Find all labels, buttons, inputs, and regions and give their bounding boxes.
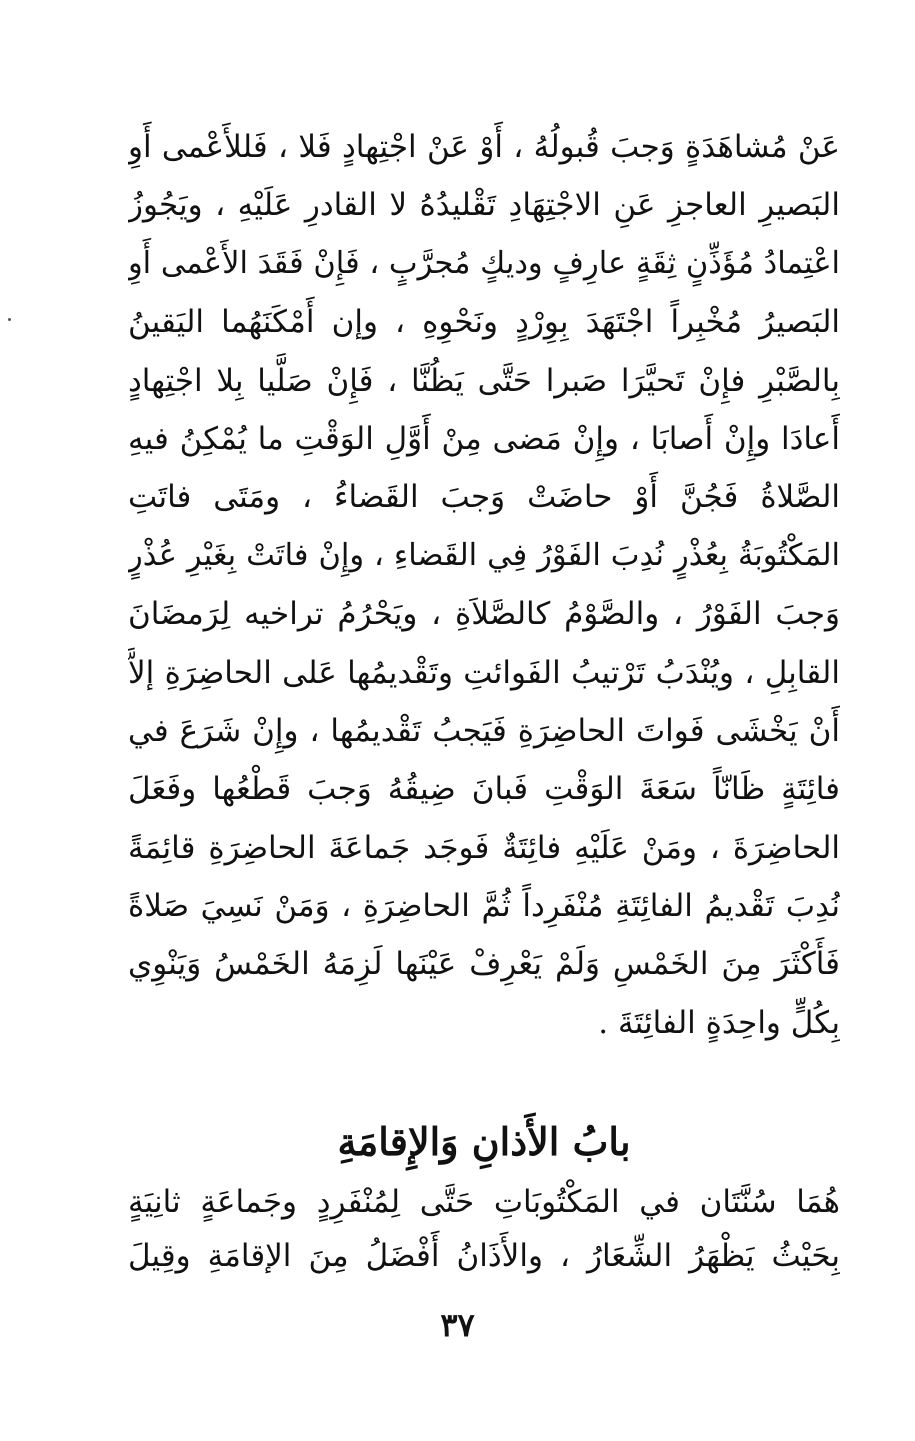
body-line: البَصيرِ العاجزِ عَنِ الاجْتِهَادِ تَقْليدُهُ لا القادرِ عَلَيْهِ ، ويَجُوزُ xyxy=(128,187,840,224)
body-line: أَنْ يَخْشَى فَواتَ الحاضِرَةِ فَيَجبُ تَقْديمُها ، وإِنْ شَرَعَ في xyxy=(128,712,840,749)
body-line: الصَّلاةُ فَجُنَّ أَوْ حاضَتْ وَجبَ القَضاءُ ، ومَتَى فاتَتِ xyxy=(128,479,840,516)
body-line: المَكْتُوبَةُ بِعُذْرٍ نُدِبَ الفَوْرُ فِي القَضاءِ ، وإِنْ فاتَتْ بِغَيْرِ عُذْرٍ xyxy=(128,537,840,573)
section-line: بِحَيْثُ يَظْهَرُ الشِّعَارُ ، والأَذَانُ أَفْضَلُ مِنَ الإقامَةِ وقِيلَ xyxy=(128,1238,840,1274)
body-line: فَأَكْثَرَ مِنَ الخَمْسِ وَلَمْ يَعْرِفْ عَيْنَها لَزِمَهُ الخَمْسُ وَيَنْوِي xyxy=(128,946,840,983)
body-line: فائِتَةٍ ظَانّاً سَعَةَ الوَقْتِ فَبانَ ضِيقُهُ وَجبَ قَطْعُها وفَعَلَ xyxy=(128,771,840,808)
body-line: اعْتِمادُ مُؤَذِّنٍ ثِقَةٍ عارِفٍ وديكٍ مُجرَّبٍ ، فَإِنْ فَقَدَ الأَعْمى أَوِ xyxy=(128,245,840,281)
body-line: القابِلِ ، ويُنْدَبُ تَرْتيبُ الفَوائتِ وتَقْديمُها عَلى الحاضِرَةِ إلاَّ xyxy=(128,654,840,691)
body-line: عَنْ مُشاهَدَةٍ وَجبَ قُبولُهُ ، أَوْ عَنْ اجْتِهادٍ فَلا ، فَللأَعْمى أَوِ xyxy=(128,129,840,165)
body-line: البَصيرُ مُخْبِراً اجْتَهَدَ بِوِرْدٍ ونَحْوِهِ ، وإن أَمْكَنَهُما اليَقينُ xyxy=(128,304,840,341)
scan-speck xyxy=(8,318,11,321)
body-line: بِالصَّبْرِ فإِنْ تَحيَّرَا صَبرا حَتَّى يَظُنَّا ، فَإِنْ صَلَّيا بِلا اجْتِهادٍ xyxy=(128,362,840,399)
body-line: وَجبَ الفَوْرُ ، والصَّوْمُ كالصَّلاَةِ ، ويَحْرُمُ تراخيه لِرَمضَانَ xyxy=(128,596,840,633)
body-line: نُدِبَ تَقْديمُ الفائِتَةِ مُنْفَرِداً ثُمَّ الحاضِرَةِ ، وَمَنْ نَسِيَ صَلاةً xyxy=(128,888,840,925)
section-line: هُمَا سُنَّتَان في المَكْتُوبَاتِ حَتَّى لِمُنْفَرِدٍ وجَماعَةٍ ثانِيَةٍ xyxy=(128,1184,840,1220)
chapter-title: بابُ الأَذانِ وَالإِقامَةِ xyxy=(337,1119,631,1164)
section-text xyxy=(128,1175,840,1283)
body-line-last: بِكُلٍّ واحِدَةٍ الفائِتَةَ . xyxy=(598,1004,840,1041)
body-line: أَعادَا وإِنْ أَصابَا ، وإِنْ مَضى مِنْ أَوَّلِ الوَقْتِ ما يُمْكِنُ فيهِ xyxy=(128,420,840,457)
body-line: الحاضِرَةَ ، ومَنْ عَلَيْهِ فائِتَةٌ فَوجَد جَماعَةَ الحاضِرَةِ قائِمَةً xyxy=(128,829,840,866)
page-number: ٣٧ xyxy=(440,1306,475,1344)
body-text xyxy=(128,118,840,1052)
